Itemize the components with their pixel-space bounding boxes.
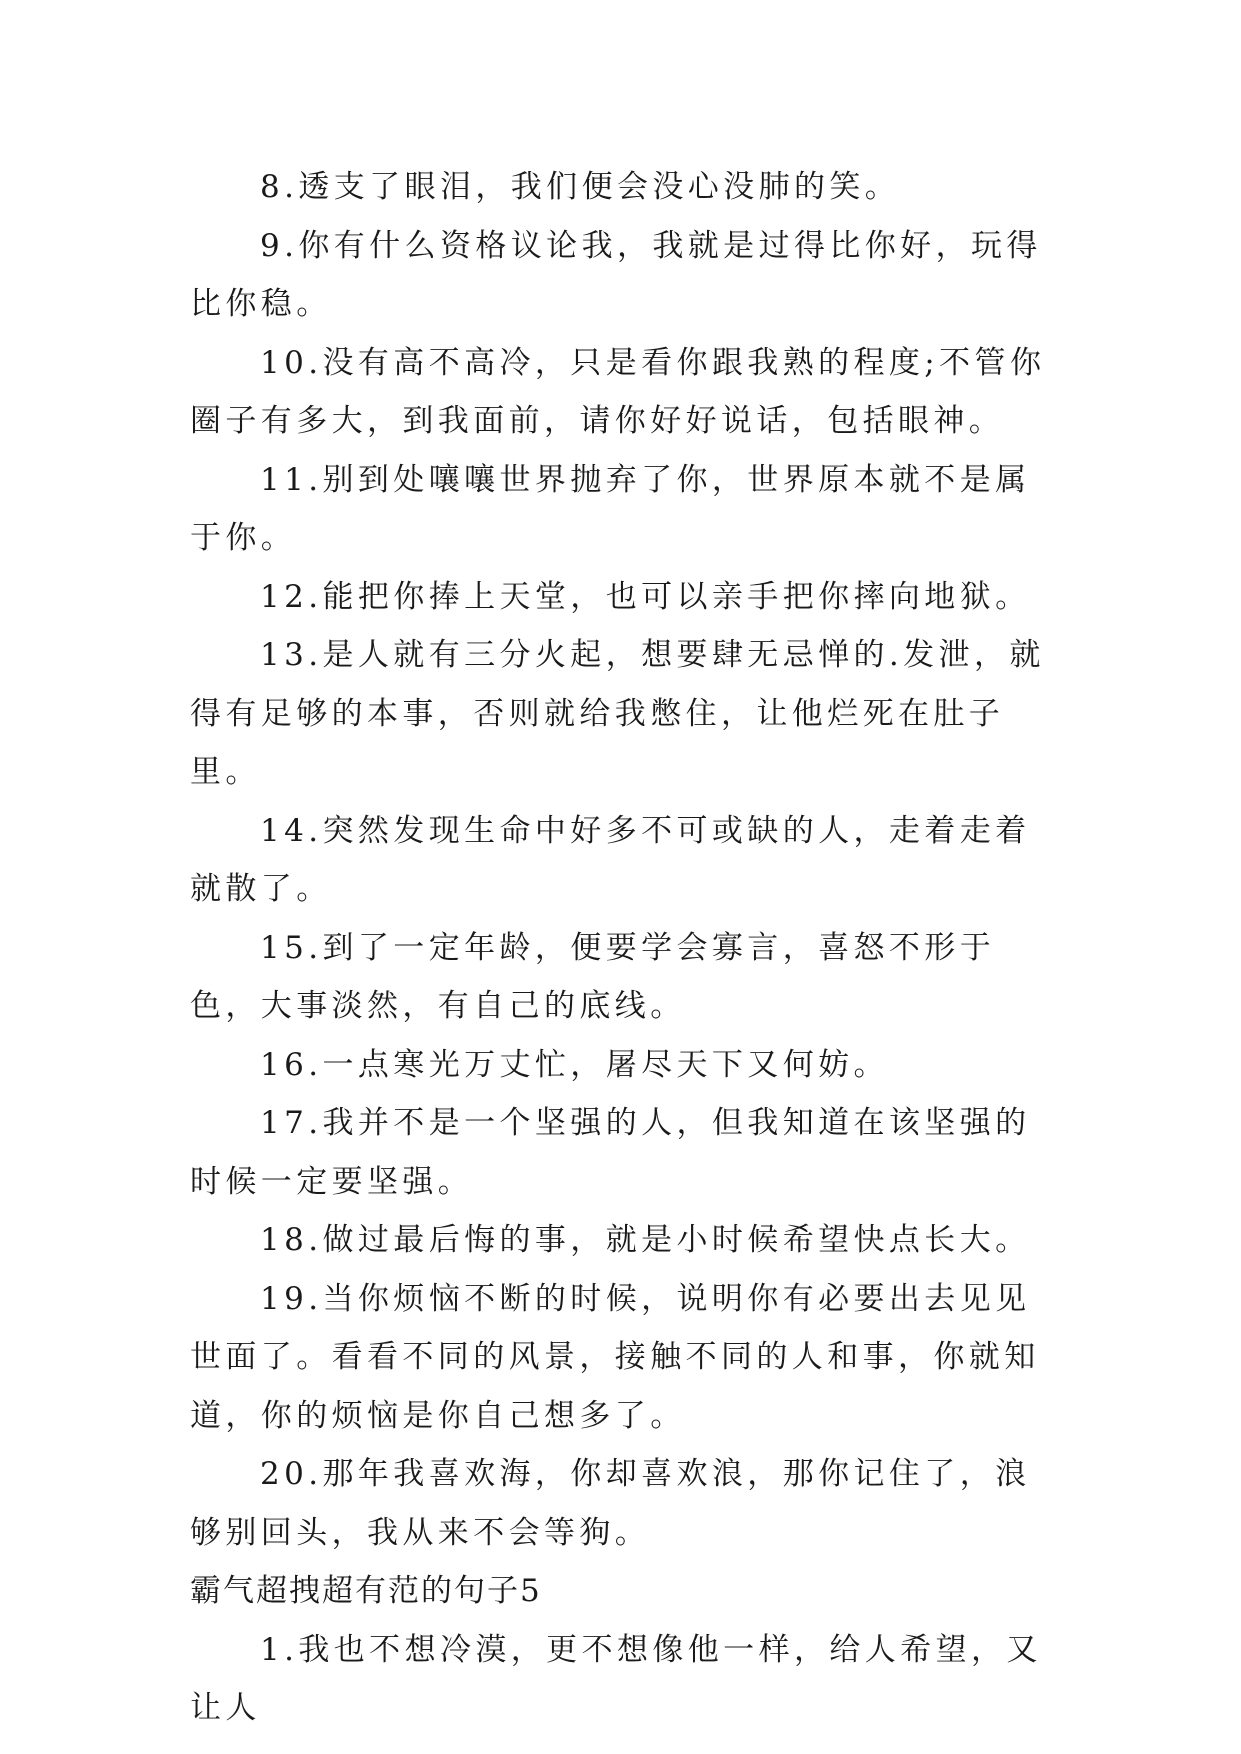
paragraph-15: 15.到了一定年龄，便要学会寡言，喜怒不形于色，大事淡然，有自己的底线。 bbox=[190, 929, 996, 1024]
paragraph-8: 8.透支了眼泪，我们便会没心没肺的笑。 bbox=[260, 169, 901, 205]
section-heading: 霸气超拽超有范的句子5 bbox=[190, 1573, 542, 1609]
paragraph-19: 19.当你烦恼不断的时候，说明你有必要出去见见世面了。看看不同的风景，接触不同的人和事，你就知道，你的烦恼是你自己想多了。 bbox=[190, 1280, 1040, 1434]
paragraph-9: 9.你有什么资格议论我，我就是过得比你好，玩得比你稳。 bbox=[190, 227, 1042, 322]
paragraph-18: 18.做过最后悔的事，就是小时候希望快点长大。 bbox=[260, 1222, 1031, 1258]
paragraph-13: 13.是人就有三分火起，想要肆无忌惮的.发泄，就得有足够的本事，否则就给我憋住，让他烂死在肚子里。 bbox=[190, 637, 1045, 790]
paragraph-1-next-section: 1.我也不想冷漠，更不想像他一样，给人希望，又让人 bbox=[190, 1631, 1042, 1726]
paragraph-16: 16.一点寒光万丈忙，屠尽天下又何妨。 bbox=[260, 1046, 889, 1083]
paragraph-10: 10.没有高不高冷，只是看你跟我熟的程度;不管你圈子有多大，到我面前，请你好好说话，包括眼神。 bbox=[190, 344, 1046, 439]
paragraph-12: 12.能把你捧上天堂，也可以亲手把你摔向地狱。 bbox=[260, 578, 1031, 615]
document-body bbox=[190, 158, 1060, 1738]
paragraph-20: 20.那年我喜欢海，你却喜欢浪，那你记住了，浪够别回头，我从来不会等狗。 bbox=[190, 1456, 1031, 1551]
paragraph-11: 11.别到处嚷嚷世界抛弃了你，世界原本就不是属于你。 bbox=[190, 461, 1031, 556]
paragraph-17: 17.我并不是一个坚强的人，但我知道在该坚强的时候一定要坚强。 bbox=[190, 1105, 1031, 1200]
paragraph-14: 14.突然发现生命中好多不可或缺的人，走着走着就散了。 bbox=[190, 812, 1031, 907]
